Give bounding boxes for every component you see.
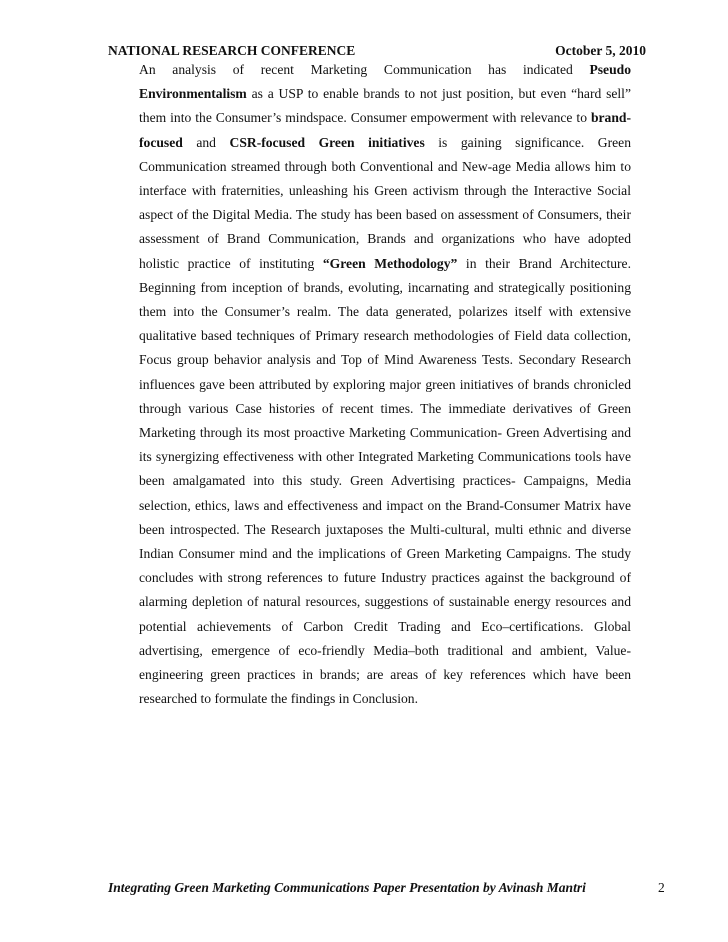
bold-term-pseudo-environmentalism: Pseudo Environmentalism <box>139 62 631 102</box>
conference-title: NATIONAL RESEARCH CONFERENCE <box>108 43 356 58</box>
bold-term-brand-focused: brand-focused <box>139 110 631 150</box>
text-segment: as a USP to enable brands to not just position, but even “hard sell” them into the Consumer’s mindspace. Consumer empowerment with relevance to <box>139 86 631 126</box>
text-segment: An analysis of recent Marketing Communication has indicated <box>139 62 590 77</box>
bold-term-green-methodology: “Green Methodology” <box>322 255 458 271</box>
text-segment: in their Brand Architecture. Beginning from inception of brands, evoluting, incarnating and strategically positioning them into the Consumer’s realm. The data generated, polarizes itself with extensive qualitative based techniques of Primary research methodologies of Field data collection, Focus group behavior analysis and Top of Mind Awareness Tests. Secondary Research influences gave been attributed by exploring major green initiatives of brands chronicled through various Case histories of recent times. The immediate derivatives of Green Marketing through its most proactive Marketing Communication- Green Advertising and its synergizing effectiveness with other Integrated Marketing Communications tools have been amalgamated into this study. Green Advertising practices- Campaigns, Media selection, ethics, laws and effectiveness and impact on the Brand-Consumer Matrix have been introspected. The Research juxtaposes the Multi-cultural, multi ethnic and diverse Indian Consumer mind and the implications of Green Marketing Campaigns. The study concludes with strong references to future Industry practices against the background of alarming depletion of natural resources, suggestions of sustainable energy resources and potential achievements of Carbon Credit Trading and Eco–certifications. Global advertising, emergence of eco-friendly Media–both traditional and ambient, Value- engineering green practices in brands; are areas of key references which have been researched to formulate the findings in Conclusion. <box>139 255 631 707</box>
abstract-paragraph <box>139 58 631 711</box>
text-segment: is gaining significance. Green Communication streamed through both Conventional and New-age Media allows him to interface with fraternities, unleashing his Green activism through the Interactive Social aspect of the Digital Media. The study has been based on assessment of Consumers, their assessment of Brand Communication, Brands and organizations who have adopted holistic practice of instituting <box>139 134 631 271</box>
text-segment: and <box>182 134 230 150</box>
conference-date: October 5, 2010 <box>555 43 646 58</box>
page-footer: Integrating Green Marketing Communications Paper Presentation by Avinash Mantri <box>108 880 586 895</box>
bold-term-csr-focused: CSR-focused Green initiatives <box>229 134 425 150</box>
page-number: 2 <box>658 880 665 895</box>
